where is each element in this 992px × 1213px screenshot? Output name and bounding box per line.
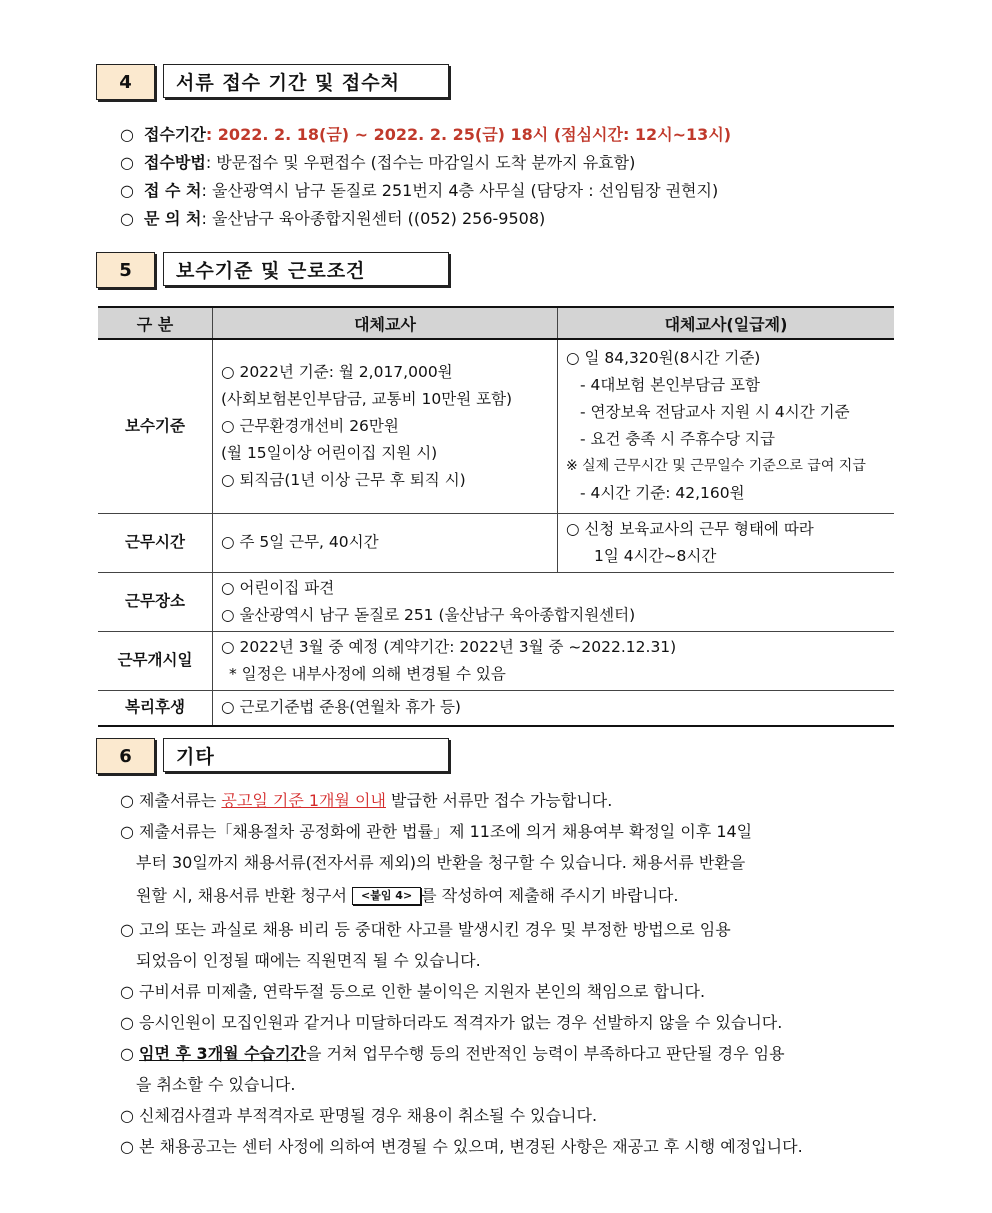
note-medical-check: ○ 신체검사결과 부적격자로 판명될 경우 채용이 취소될 수 있습니다. bbox=[120, 1106, 598, 1125]
application-period: ○ 접수기간: 2022. 2. 18(금) ~ 2022. 2. 25(금) 18시 (점심시간: 12시~13시) bbox=[120, 125, 732, 144]
section-5-title: 보수기준 및 근로조건 bbox=[163, 252, 449, 286]
application-place: ○ 접 수 처: 울산광역시 남구 돋질로 251번지 4층 사무실 (담당자 : 선임팀장 권현지) bbox=[120, 181, 719, 200]
note-no-qualified: ○ 응시인원이 모집인원과 같거나 미달하더라도 적격자가 없는 경우 선발하지 않을 수 있습니다. bbox=[120, 1013, 783, 1032]
note-probation: ○ 임면 후 3개월 수습기간을 거쳐 업무수행 등의 전반적인 능력이 부족하다고 판단될 경우 임용 을 취소할 수 있습니다. bbox=[120, 1044, 785, 1094]
table-header-row bbox=[98, 307, 894, 339]
row-label-start-date: 근무개시일 bbox=[98, 631, 213, 690]
header-substitute-teacher: 대체교사 bbox=[213, 307, 558, 339]
inquiry-contact: ○ 문 의 처: 울산남구 육아종합지원센터 ((052) 256-9508) bbox=[120, 209, 546, 228]
hours-substitute-cell: ○ 주 5일 근무, 40시간 bbox=[213, 513, 558, 572]
welfare-cell: ○ 근로기준법 준용(연월차 휴가 등) bbox=[213, 690, 895, 726]
circle-bullet-icon: ○ bbox=[120, 209, 134, 228]
circle-bullet-icon: ○ bbox=[120, 125, 134, 144]
header-category: 구 분 bbox=[98, 307, 213, 339]
table-row-start-date bbox=[98, 631, 894, 690]
section-6-number: 6 bbox=[96, 738, 155, 774]
etc-notes bbox=[120, 785, 898, 1162]
pay-daily-cell: ○ 일 84,320원(8시간 기준) - 4대보험 본인부담금 포함 - 연장보육 전담교사 지원 시 4시간 기준 - 요건 충족 시 주휴수당 지급 ※ 실제 근무시간 및 근무일수 기준으로 급여 지급 - 4시간 기준: 42,160원 bbox=[558, 339, 895, 513]
start-date-cell: ○ 2022년 3월 중 예정 (계약기간: 2022년 3월 중 ~2022.12.31) * 일정은 내부사정에 의해 변경될 수 있음 bbox=[213, 631, 895, 690]
note-notice-change: ○ 본 채용공고는 센터 사정에 의하여 변경될 수 있으며, 변경된 사항은 재공고 후 시행 예정입니다. bbox=[120, 1137, 803, 1156]
pay-substitute-cell: ○ 2022년 기준: 월 2,017,000원 (사회보험본인부담금, 교통비 10만원 포함) ○ 근무환경개선비 26만원 (월 15일이상 어린이집 지원 시) ○ 퇴직금(1년 이상 근무 후 퇴직 시) bbox=[213, 339, 558, 513]
attachment-tag: <붙임 4> bbox=[352, 887, 421, 905]
row-label-hours: 근무시간 bbox=[98, 513, 213, 572]
note-applicant-responsibility: ○ 구비서류 미제출, 연락두절 등으로 인한 불이익은 지원자 본인의 책임으로 합니다. bbox=[120, 982, 706, 1001]
circle-bullet-icon: ○ bbox=[120, 153, 134, 172]
table-row-welfare bbox=[98, 690, 894, 726]
application-method: ○ 접수방법: 방문접수 및 우편접수 (접수는 마감일시 도착 분까지 유효함) bbox=[120, 153, 636, 172]
header-daily-substitute-teacher: 대체교사(일급제) bbox=[558, 307, 895, 339]
table-row-pay bbox=[98, 339, 894, 513]
section-6-title: 기타 bbox=[163, 738, 449, 772]
section-4-number: 4 bbox=[96, 64, 155, 100]
note-document-validity: ○ 제출서류는 공고일 기준 1개월 이내 발급한 서류만 접수 가능합니다. bbox=[120, 791, 613, 810]
table-row-hours bbox=[98, 513, 894, 572]
row-label-welfare: 복리후생 bbox=[98, 690, 213, 726]
table-row-place bbox=[98, 572, 894, 631]
note-dismissal: ○ 고의 또는 과실로 채용 비리 등 중대한 사고를 발생시킨 경우 및 부정한 방법으로 임용 되었음이 인정될 때에는 직원면직 될 수 있습니다. bbox=[120, 920, 731, 970]
section-4-title: 서류 접수 기간 및 접수처 bbox=[163, 64, 449, 98]
row-label-place: 근무장소 bbox=[98, 572, 213, 631]
row-label-pay: 보수기준 bbox=[98, 339, 213, 513]
circle-bullet-icon: ○ bbox=[120, 181, 134, 200]
section-5-number: 5 bbox=[96, 252, 155, 288]
place-cell: ○ 어린이집 파견 ○ 울산광역시 남구 돋질로 251 (울산남구 육아종합지원센터) bbox=[213, 572, 895, 631]
pay-conditions-table bbox=[98, 306, 894, 727]
hours-daily-cell: ○ 신청 보육교사의 근무 형태에 따라 1일 4시간~8시간 bbox=[558, 513, 895, 572]
note-document-return: ○ 제출서류는「채용절차 공정화에 관한 법률」제 11조에 의거 채용여부 확정일 이후 14일 부터 30일까지 채용서류(전자서류 제외)의 반환을 청구할 수 있습니다. 채용서류 반환을 원할 시, 채용서류 반환 청구서 <붙임 4> 를 작성하여 제출해 주시기 바랍니다. bbox=[120, 822, 753, 905]
